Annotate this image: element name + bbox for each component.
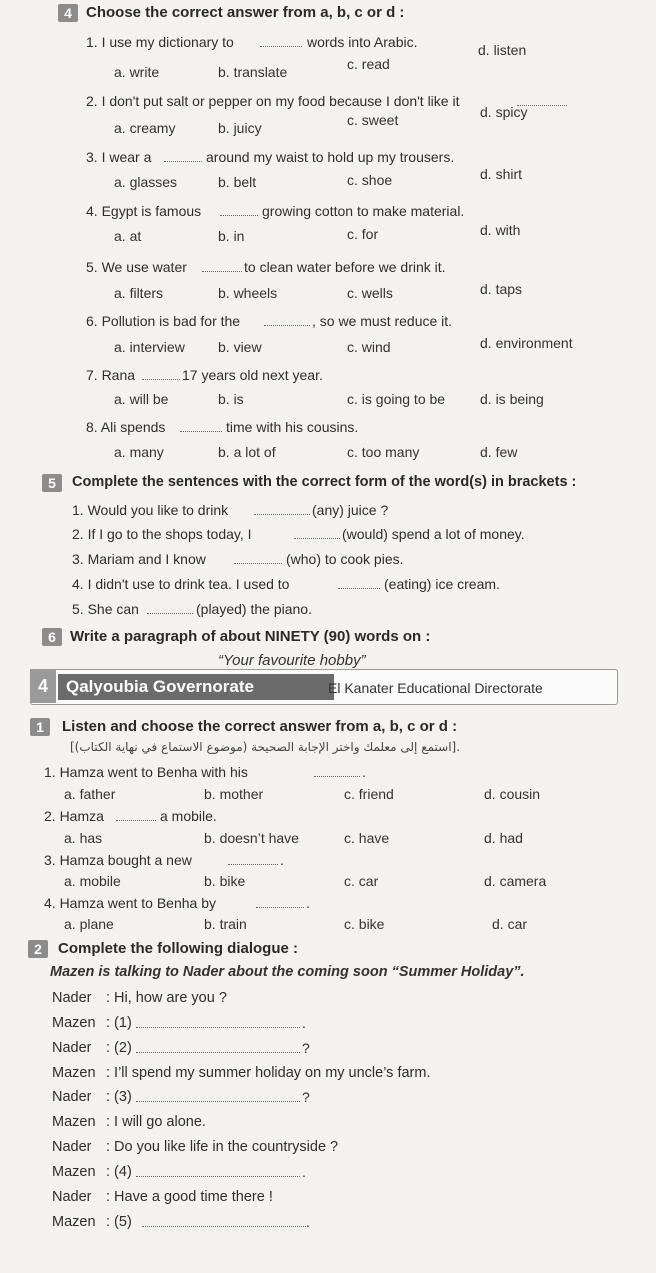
option-a[interactable]: a. father: [64, 786, 116, 802]
option-d[interactable]: d. environment: [480, 335, 573, 351]
option-d[interactable]: d. car: [492, 916, 528, 932]
answer-blank[interactable]: [136, 1040, 300, 1053]
option-c[interactable]: c. too many: [347, 444, 420, 460]
speaker-name: Mazen: [52, 1114, 96, 1130]
question-text-end: , so we must reduce it.: [312, 313, 453, 329]
option-b[interactable]: b. a lot of: [218, 444, 276, 460]
section-number-badge: 4: [58, 4, 78, 22]
answer-blank[interactable]: [202, 259, 242, 272]
option-d[interactable]: d. spicy: [480, 104, 528, 120]
sentence-text: 4. I didn't use to drink tea. I used to: [72, 576, 290, 592]
answer-blank[interactable]: [116, 808, 156, 821]
answer-blank[interactable]: [164, 149, 202, 162]
dialogue-line: : Hi, how are you ?: [106, 990, 227, 1006]
option-b[interactable]: b. mother: [204, 786, 264, 802]
answer-blank[interactable]: [294, 526, 340, 539]
question-text: 4. Egypt is famous: [86, 203, 202, 219]
line-end-punct: .: [302, 1015, 306, 1031]
speaker-name: Nader: [52, 1040, 92, 1056]
line-end-punct: .: [302, 1164, 306, 1180]
section-number-badge: 5: [42, 474, 62, 492]
answer-blank[interactable]: [264, 313, 310, 326]
dialogue-line: : (4): [106, 1164, 132, 1180]
option-d[interactable]: d. with: [480, 222, 521, 238]
directorate-name: El Kanater Educational Directorate: [328, 680, 543, 696]
answer-blank[interactable]: [256, 895, 304, 908]
option-a[interactable]: a. mobile: [64, 873, 121, 889]
option-b[interactable]: b. view: [218, 339, 262, 355]
option-a[interactable]: a. glasses: [114, 174, 178, 190]
option-a[interactable]: a. interview: [114, 339, 185, 355]
answer-blank[interactable]: [136, 1015, 300, 1028]
option-b[interactable]: b. belt: [218, 174, 257, 190]
option-c[interactable]: c. is going to be: [347, 391, 446, 407]
option-a[interactable]: a. many: [114, 444, 164, 460]
option-a[interactable]: a. write: [114, 64, 160, 80]
speaker-name: Nader: [52, 1139, 92, 1155]
option-b[interactable]: b. bike: [204, 873, 246, 889]
section-number-badge: 6: [42, 628, 62, 646]
option-a[interactable]: a. will be: [114, 391, 169, 407]
question-text: 5. We use water: [86, 259, 187, 275]
dialogue-line: : (3): [106, 1089, 132, 1105]
option-b[interactable]: b. train: [204, 916, 247, 932]
option-c[interactable]: c. friend: [344, 786, 394, 802]
answer-blank[interactable]: [142, 1214, 306, 1227]
speaker-name: Nader: [52, 990, 92, 1006]
answer-blank[interactable]: [228, 852, 278, 865]
line-end-punct: .: [306, 1214, 310, 1230]
dialogue-line: : (5): [106, 1214, 132, 1230]
sentence-text-end: (would) spend a lot of money.: [342, 526, 525, 542]
option-d[interactable]: d. had: [484, 830, 523, 846]
sentence-text: 2. If I go to the shops today, I: [72, 526, 252, 542]
option-c[interactable]: c. car: [344, 873, 379, 889]
question-text: 4. Hamza went to Benha by: [44, 895, 216, 911]
sentence-text: 1. Would you like to drink: [72, 502, 229, 518]
option-c[interactable]: c. read: [347, 56, 390, 72]
answer-blank[interactable]: [338, 576, 380, 589]
question-text: 3. Hamza bought a new: [44, 852, 192, 868]
question-text: 2. I don't put salt or pepper on my food because I don't like it: [86, 93, 460, 109]
option-c[interactable]: c. for: [347, 226, 379, 242]
sentence-text-end: (played) the piano.: [196, 601, 312, 617]
section-title: Complete the sentences with the correct form of the word(s) in brackets :: [72, 474, 577, 490]
option-c[interactable]: c. bike: [344, 916, 385, 932]
answer-blank[interactable]: [314, 764, 360, 777]
answer-blank[interactable]: [254, 502, 310, 515]
question-text-end: 17 years old next year.: [182, 367, 323, 383]
option-b[interactable]: b. is: [218, 391, 244, 407]
option-b[interactable]: b. juicy: [218, 120, 262, 136]
option-c[interactable]: c. sweet: [347, 112, 399, 128]
answer-blank[interactable]: [220, 203, 258, 216]
line-end-punct: ?: [302, 1040, 310, 1056]
option-a[interactable]: a. filters: [114, 285, 164, 301]
section-number-badge: 1: [30, 718, 50, 736]
option-d[interactable]: d. cousin: [484, 786, 541, 802]
answer-blank[interactable]: [180, 419, 222, 432]
line-end-punct: ?: [302, 1089, 310, 1105]
option-a[interactable]: a. has: [64, 830, 103, 846]
question-text-end: .: [362, 764, 366, 780]
speaker-name: Mazen: [52, 1214, 96, 1230]
question-text-end: to clean water before we drink it.: [244, 259, 446, 275]
sentence-text: 5. She can: [72, 601, 139, 617]
sentence-text-end: (any) juice ?: [312, 502, 389, 518]
section-title: Listen and choose the correct answer from a, b, c or d :: [62, 718, 458, 735]
answer-blank[interactable]: [136, 1089, 300, 1102]
answer-blank[interactable]: [147, 601, 193, 614]
question-text: 7. Rana: [86, 367, 136, 383]
option-c[interactable]: c. wells: [347, 285, 393, 301]
question-text: 3. I wear a: [86, 149, 152, 165]
governorate-title: Qalyoubia Governorate: [58, 674, 334, 700]
question-text-end: .: [306, 895, 310, 911]
option-b[interactable]: b. doesn’t have: [204, 830, 299, 846]
option-d[interactable]: d. listen: [478, 42, 527, 58]
option-a[interactable]: a. at: [114, 228, 142, 244]
exam-number: 4: [30, 669, 56, 703]
option-c[interactable]: c. wind: [347, 339, 391, 355]
section-title: Write a paragraph of about NINETY (90) words on :: [70, 628, 431, 645]
sentence-text-end: (eating) ice cream.: [384, 576, 500, 592]
speaker-name: Nader: [52, 1189, 92, 1205]
question-text-end: a mobile.: [160, 808, 217, 824]
section-title: Choose the correct answer from a, b, c or d :: [86, 4, 405, 21]
option-b[interactable]: b. in: [218, 228, 245, 244]
dialogue-line: : (2): [106, 1040, 132, 1056]
option-b[interactable]: b. translate: [218, 64, 288, 80]
question-text: 8. Ali spends: [86, 419, 166, 435]
question-text-end: growing cotton to make material.: [262, 203, 465, 219]
question-text: 6. Pollution is bad for the: [86, 313, 241, 329]
dialogue-intro: Mazen is talking to Nader about the coming soon “Summer Holiday”.: [50, 964, 525, 980]
dialogue-line: : (1): [106, 1015, 132, 1031]
option-d[interactable]: d. is being: [480, 391, 544, 407]
option-a[interactable]: a. creamy: [114, 120, 176, 136]
section-number-badge: 2: [28, 940, 48, 958]
answer-blank[interactable]: [142, 367, 180, 380]
option-c[interactable]: c. have: [344, 830, 390, 846]
question-text: 1. I use my dictionary to: [86, 34, 234, 50]
option-a[interactable]: a. plane: [64, 916, 114, 932]
speaker-name: Nader: [52, 1089, 92, 1105]
arabic-instruction: .[استمع إلى معلمك واختر الإجابة الصحيحة (موضوع الاستماع في نهاية الكتاب)]: [70, 740, 461, 754]
question-text-end: .: [280, 852, 284, 868]
option-d[interactable]: d. camera: [484, 873, 547, 889]
option-b[interactable]: b. wheels: [218, 285, 278, 301]
dialogue-line: : I will go alone.: [106, 1114, 206, 1130]
question-text-end: around my waist to hold up my trousers.: [206, 149, 455, 165]
dialogue-line: : Have a good time there !: [106, 1189, 273, 1205]
speaker-name: Mazen: [52, 1015, 96, 1031]
question-text-end: time with his cousins.: [226, 419, 359, 435]
option-d[interactable]: d. taps: [480, 281, 523, 297]
question-text-end: words into Arabic.: [307, 34, 418, 50]
sentence-text-end: (who) to cook pies.: [286, 551, 404, 567]
answer-blank[interactable]: [136, 1164, 300, 1177]
dialogue-line: : I’ll spend my summer holiday on my uncle’s farm.: [106, 1065, 431, 1081]
option-d[interactable]: d. few: [480, 444, 518, 460]
answer-blank[interactable]: [260, 34, 302, 47]
question-text: 1. Hamza went to Benha with his: [44, 764, 248, 780]
question-text: 2. Hamza: [44, 808, 104, 824]
option-d[interactable]: d. shirt: [480, 166, 523, 182]
sentence-text: 3. Mariam and I know: [72, 551, 206, 567]
speaker-name: Mazen: [52, 1065, 96, 1081]
dialogue-line: : Do you like life in the countryside ?: [106, 1139, 339, 1155]
speaker-name: Mazen: [52, 1164, 96, 1180]
section-title: Complete the following dialogue :: [58, 940, 298, 957]
paragraph-topic: “Your favourite hobby”: [218, 652, 366, 669]
answer-blank[interactable]: [234, 551, 282, 564]
option-c[interactable]: c. shoe: [347, 172, 393, 188]
